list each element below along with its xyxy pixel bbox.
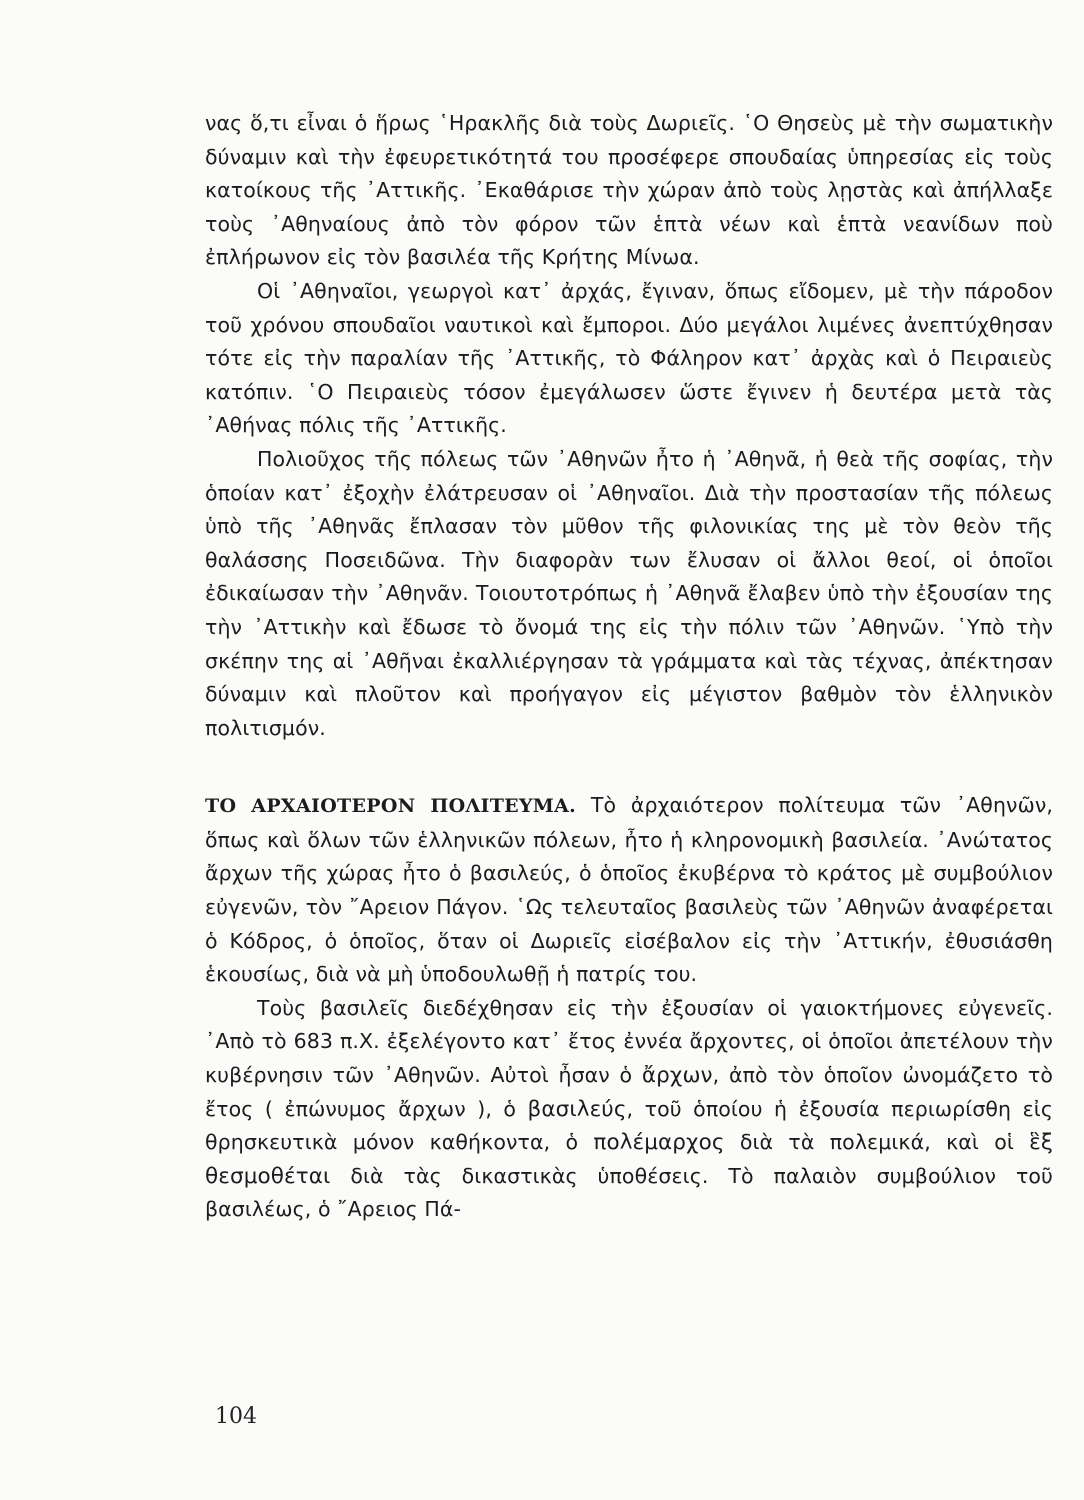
text-segment: διὰ τὰς δικαστικὰς ὑποθέσεις. Τὸ παλαιὸν συμβούλιον τοῦ βασιλέως, ὁ ῎Αρειος Πά- — [205, 1163, 1053, 1222]
term-archon: ἄρχων — [641, 1063, 713, 1089]
paragraph-archons — [205, 992, 1053, 1227]
paragraph-theseus: νας ὅ,τι εἶναι ὁ ἥρως ῾Ηρακλῆς διὰ τοὺς Δωριεῖς. ῾Ο Θησεὺς μὲ τὴν σωματικὴν δύναμιν καὶ τὴν ἐφευρετικότητά του προσέφερε σπουδαίας ὑπηρεσίας εἰς τοὺς κατοίκους τῆς ᾿Αττικῆς. ᾿Εκαθάρισε τὴν χώραν ἀπὸ τοὺς λῃστὰς καὶ ἀπήλλαξε τοὺς ᾿Αθηναίους ἀπὸ τὸν φόρον τῶν ἑπτὰ νέων καὶ ἑπτὰ νεανίδων ποὺ ἐπλήρωνον εἰς τὸν βασιλέα τῆς Κρήτης Μίνωα. — [205, 111, 1053, 270]
term-polemarch: πολέμαρχος — [593, 1130, 725, 1156]
text-segment: , ἀπὸ τὸν ὁποῖον ὠνομάζετο τὸ ἔτος ( ἐπώνυμος ἄρχων ), ὁ — [205, 1063, 1053, 1121]
section-heading: ΤΟ ΑΡΧΑΙΟΤΕΡΟΝ ΠΟΛΙΤΕΥΜΑ. — [205, 795, 577, 818]
paragraph-athena-patron: Πολιοῦχος τῆς πόλεως τῶν ᾿Αθηνῶν ἦτο ἡ ᾿Αθηνᾶ, ἡ θεὰ τῆς σοφίας, τὴν ὁποίαν κατ᾿ ἐξοχὴν ἐλάτρευσαν οἱ ᾿Αθηναῖοι. Διὰ τὴν προστασίαν τῆς πόλεως ὑπὸ τῆς ᾿Αθηνᾶς ἔπλασαν τὸν μῦθον τῆς φιλονικίας της μὲ τὸν θεὸν τῆς θαλάσσης Ποσειδῶνα. Τὴν διαφορὰν των ἔλυσαν οἱ ἄλλοι θεοί, οἱ ὁποῖοι ἐδικαίωσαν τὴν ᾿Αθηνᾶν. Τοιουτοτρόπως ἡ ᾿Αθηνᾶ ἔλαβεν ὑπὸ τὴν ἐξουσίαν της τὴν ᾿Αττικὴν καὶ ἔδωσε τὸ ὄνομά της εἰς τὴν πόλιν τῶν ᾿Αθηνῶν. ῾Υπὸ τὴν σκέπην της αἱ ᾿Αθῆναι ἐκαλλιέργησαν τὰ γράμματα καὶ τὰς τέχνας, ἀπέκτησαν δύναμιν καὶ πλοῦτον καὶ προήγαγον εἰς μέγιστον βαθμὸν τὸν ἑλληνικὸν πολιτισμόν. — [205, 446, 1053, 740]
paragraph-athenians-trade: Οἱ ᾿Αθηναῖοι, γεωργοὶ κατ᾿ ἀρχάς, ἔγιναν, ὅπως εἴδομεν, μὲ τὴν πάροδον τοῦ χρόνου σπουδαῖοι ναυτικοὶ καὶ ἔμποροι. Δύο μεγάλοι λιμένες ἀνεπτύχθησαν τότε εἰς τὴν παραλίαν τῆς ᾿Αττικῆς, τὸ Φάληρον κατ᾿ ἀρχὰς καὶ ὁ Πειραιεὺς κατόπιν. ῾Ο Πειραιεὺς τόσον ἐμεγάλωσεν ὥστε ἔγινεν ἡ δευτέρα μετὰ τὰς ᾿Αθήνας πόλις τῆς ᾿Αττικῆς. — [205, 278, 1053, 438]
text-segment: διὰ τὰ πολεμικά, καὶ οἱ — [739, 1130, 1014, 1155]
page-number: 104 — [215, 1404, 257, 1429]
text-segment: Τοὺς βασιλεῖς διεδέχθησαν εἰς τὴν ἐξουσίαν οἱ γαιοκτήμονες εὐγενεῖς. ᾿Απὸ τὸ 683 π.Χ. ἐξελέγοντο κατ᾿ ἔτος ἐννέα ἄρχοντες, οἱ ὁποῖοι ἀπετέλουν τὴν κυβέρνησιν τῶν ᾿Αθηνῶν. Αὐτοὶ ἦσαν ὁ — [205, 995, 1053, 1088]
text-segment: , τοῦ ὁποίου ἡ ἐξουσία περιωρίσθη εἰς θρησκευτικὰ μόνον καθήκοντα, ὁ — [205, 1096, 1053, 1155]
paragraph-ancient-constitution — [205, 789, 1053, 992]
term-basileus: βασιλεύς — [527, 1096, 627, 1122]
term-thesmothetai: ἓξ θεσμοθέται — [205, 1130, 1053, 1189]
main-text-block — [205, 107, 1053, 1227]
section-intro-text: Τὸ ἀρχαιότερον πολίτευμα τῶν ᾿Αθηνῶν, ὅπως καὶ ὅλων τῶν ἑλληνικῶν πόλεων, ἦτο ἡ κληρονομικὴ βασιλεία. ᾿Ανώτατος ἄρχων τῆς χώρας ἦτο ὁ βασιλεύς, ὁ ὁποῖος ἐκυβέρνα τὸ κράτος μὲ συμβούλιον εὐγενῶν, τὸν ῎Αρειον Πάγον. ῾Ως τελευταῖος βασιλεὺς τῶν ᾿Αθηνῶν ἀναφέρεται ὁ Κόδρος, ὁ ὁποῖος, ὅταν οἱ Δωριεῖς εἰσέβαλον εἰς τὴν ᾿Αττικήν, ἐθυσιάσθη ἑκουσίως, διὰ νὰ μὴ ὑποδουλωθῇ ἡ πατρίς του. — [205, 793, 1054, 987]
